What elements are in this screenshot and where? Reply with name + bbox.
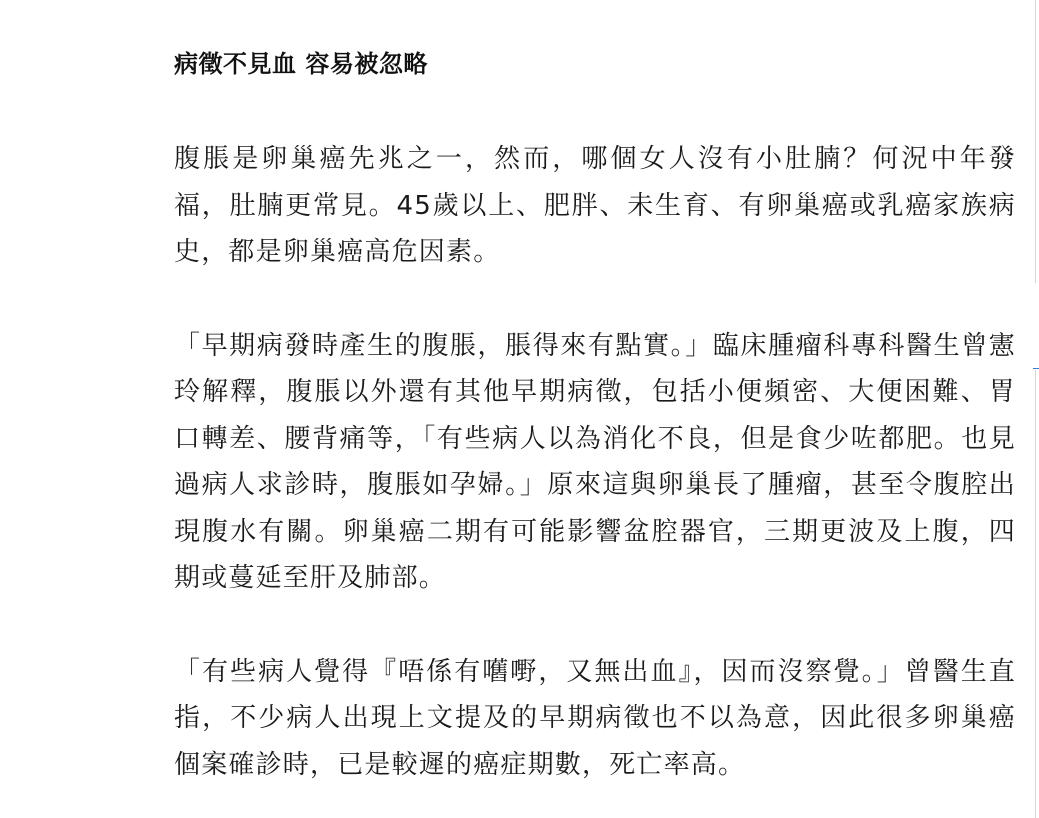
page-edge-divider-lower <box>1035 370 1036 818</box>
paragraph-1: 腹脹是卵巢癌先兆之一，然而，哪個女人沒有小肚腩？何況中年發福，肚腩更常見。45歲以上、肥胖、未生育、有卵巢癌或乳癌家族病史，都是卵巢癌高危因素。 <box>174 144 1016 267</box>
paragraph-3: 「有些病人覺得『唔係有嚿嘢，又無出血』，因而沒察覺。」曾醫生直指，不少病人出現上文提及的早期病徵也不以為意，因此很多卵巢癌個案確診時，已是較遲的癌症期數，死亡率高。 <box>174 656 1016 780</box>
article-body <box>174 44 1016 788</box>
page-edge-accent <box>1033 368 1039 369</box>
paragraph-2: 「早期病發時產生的腹脹，脹得來有點實。」臨床腫瘤科專科醫生曾憲玲解釋，腹脹以外還有其他早期病徵，包括小便頻密、大便困難、胃口轉差、腰背痛等，「有些病人以為消化不良，但是食少咗都肥。也見過病人求診時，腹脹如孕婦。」原來這與卵巢長了腫瘤，甚至令腹腔出現腹水有關。卵巢癌二期有可能影響盆腔器官，三期更波及上腹，四期或蔓延至肝及肺部。 <box>174 330 1016 593</box>
page-edge-divider <box>1035 0 1036 283</box>
section-heading: 病徵不見血 容易被忽略 <box>174 50 428 78</box>
